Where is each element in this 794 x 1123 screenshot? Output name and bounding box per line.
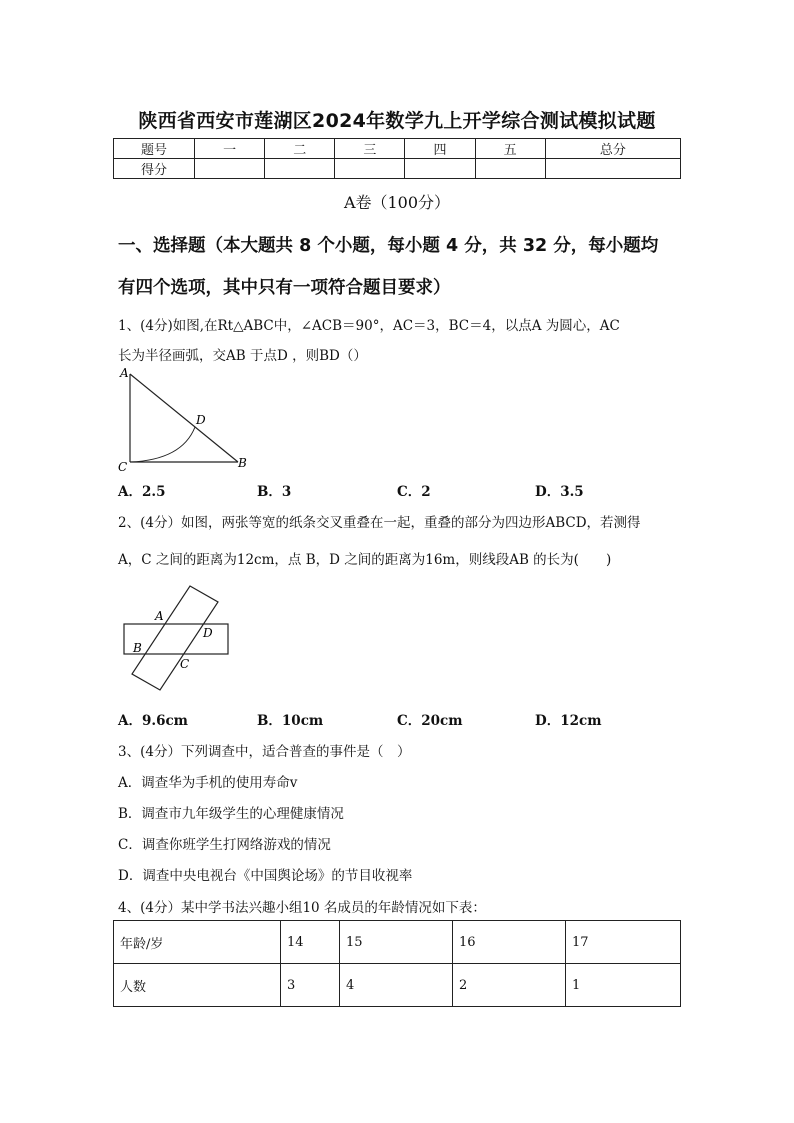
q2-option-d: D．12cm: [535, 713, 602, 729]
label-b: B: [238, 456, 247, 470]
q3-option-b: B．调查市九年级学生的心理健康情况: [118, 806, 344, 822]
q3-stem: 3、(4分）下列调查中，适合普查的事件是（ ）: [118, 744, 411, 760]
label-a: A: [120, 366, 129, 380]
q3-option-d: D．调查中央电视台《中国舆论场》的节目收视率: [118, 868, 413, 884]
q2-option-b: B．10cm: [257, 713, 324, 729]
age-table: [113, 920, 681, 1007]
score-blank: [405, 159, 475, 179]
age-cell: 16: [453, 921, 566, 964]
count-cell: 人数: [114, 964, 281, 1007]
label-a: A: [155, 609, 164, 623]
q3-option-a: A．调查华为手机的使用寿命v: [118, 775, 298, 791]
score-cell: 一: [195, 139, 265, 159]
q1-option-b: B．3: [257, 484, 292, 500]
count-row: [114, 964, 681, 1007]
count-cell: 3: [281, 964, 340, 1007]
label-d: D: [203, 626, 213, 640]
label-b: B: [133, 641, 142, 655]
age-cell: 14: [281, 921, 340, 964]
q2-option-c: C．20cm: [397, 713, 463, 729]
score-blank: [475, 159, 545, 179]
score-value-row: [114, 159, 681, 179]
exam-title: 陕西省西安市莲湖区2024年数学九上开学综合测试模拟试题: [138, 110, 656, 132]
score-cell: 题号: [114, 139, 195, 159]
age-cell: 15: [340, 921, 453, 964]
q2-stem-line2: A，C 之间的距离为12cm，点 B，D 之间的距离为16m，则线段AB 的长为( ): [118, 552, 612, 568]
score-cell: 五: [475, 139, 545, 159]
score-cell: 得分: [114, 159, 195, 179]
q1-stem-line1: 1、(4分)如图,在Rt△ABC中，∠ACB＝90°，AC＝3，BC＝4，以点A 为圆心，AC: [118, 318, 620, 334]
label-c: C: [180, 657, 190, 671]
section-heading-line2: 有四个选项，其中只有一项符合题目要求）: [118, 278, 451, 298]
label-c: C: [118, 460, 128, 474]
section-heading-line1: 一、选择题（本大题共 8 个小题，每小题 4 分，共 32 分，每小题均: [118, 236, 659, 256]
score-header-row: [114, 139, 681, 159]
q2-option-a: A．9.6cm: [118, 713, 188, 729]
q4-stem: 4、(4分）某中学书法兴趣小组10 名成员的年龄情况如下表：: [118, 900, 486, 916]
q1-option-a: A．2.5: [118, 484, 166, 500]
q1-option-c: C．2: [397, 484, 431, 500]
count-cell: 1: [566, 964, 681, 1007]
q1-option-d: D．3.5: [535, 484, 584, 500]
score-cell: 四: [405, 139, 475, 159]
age-cell: 年龄/岁: [114, 921, 281, 964]
q1-stem-line2: 长为半径画弧，交AB 于点D ，则BD（）: [118, 348, 367, 364]
segment-ab: [130, 374, 238, 462]
label-d: D: [196, 413, 206, 427]
q2-stem-line1: 2、(4分）如图，两张等宽的纸条交叉重叠在一起，重叠的部分为四边形ABCD，若测得: [118, 515, 641, 531]
juan-heading: A卷（100分）: [343, 193, 451, 212]
q3-option-c: C．调查你班学生打网络游戏的情况: [118, 837, 331, 853]
score-blank: [265, 159, 335, 179]
age-row: [114, 921, 681, 964]
arc-cd: [130, 427, 195, 462]
q2-strips-figure: [118, 582, 238, 694]
score-table: [113, 138, 681, 179]
score-blank: [545, 159, 680, 179]
age-cell: 17: [566, 921, 681, 964]
score-blank: [335, 159, 405, 179]
count-cell: 4: [340, 964, 453, 1007]
count-cell: 2: [453, 964, 566, 1007]
score-cell: 总分: [545, 139, 680, 159]
score-cell: 三: [335, 139, 405, 159]
score-blank: [195, 159, 265, 179]
score-cell: 二: [265, 139, 335, 159]
q1-triangle-figure: [112, 364, 262, 476]
